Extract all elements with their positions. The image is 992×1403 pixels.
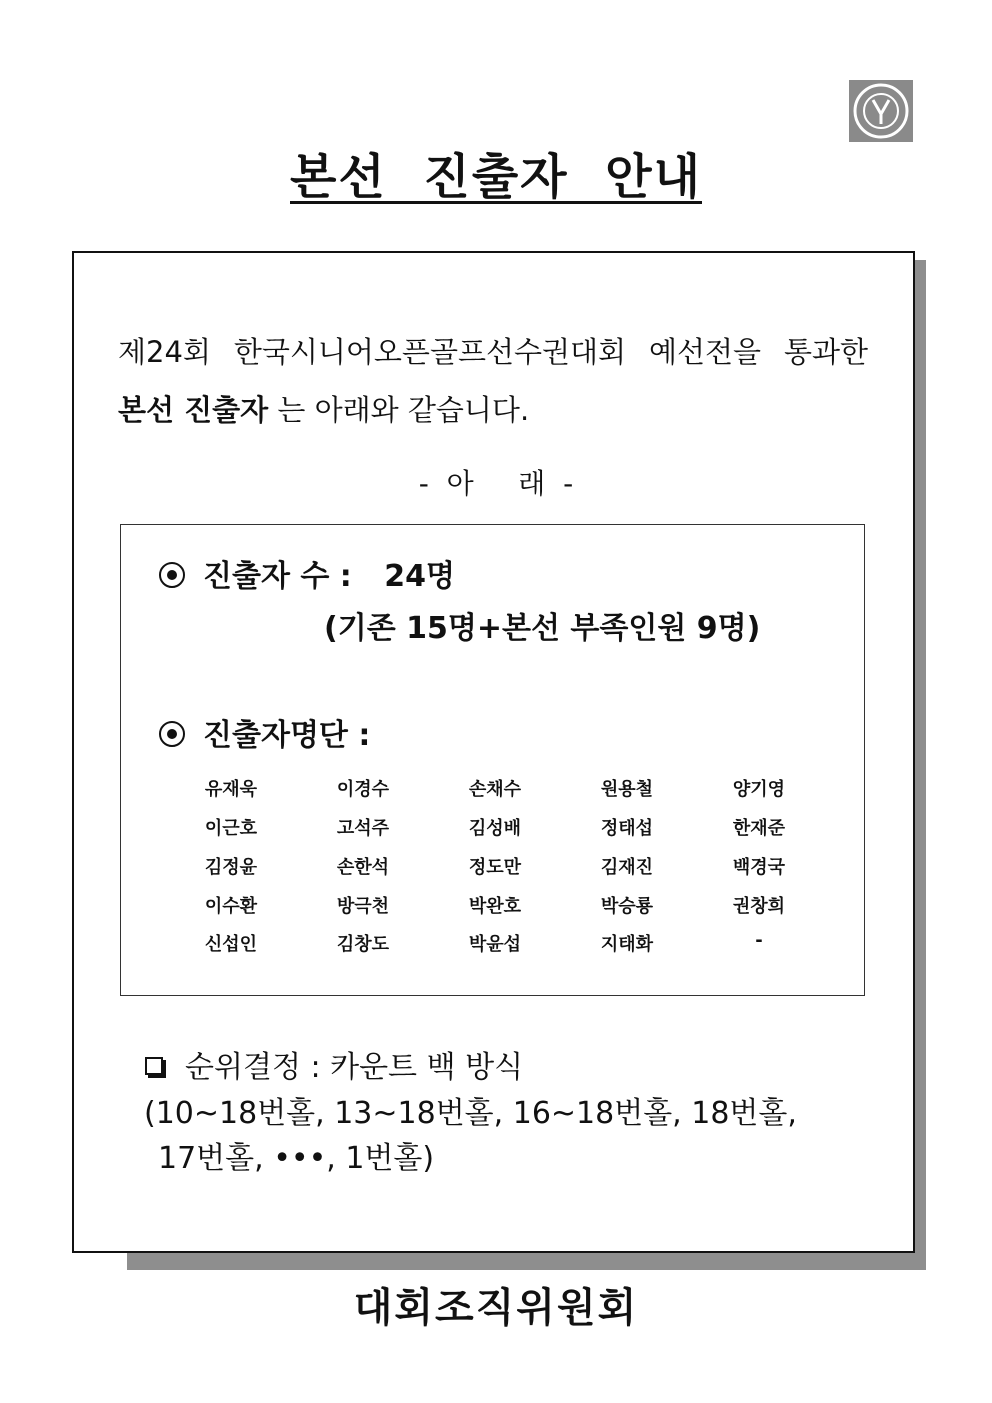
count-detail: (기존 15명+본선 부족인원 9명)	[324, 611, 761, 646]
roster-name: -	[755, 930, 763, 951]
roster-name: 박윤섭	[468, 934, 522, 955]
details-box	[120, 524, 865, 996]
roster-name: 백경국	[732, 857, 786, 878]
ranking-label: 순위결정 : 카운트 백 방식	[185, 1050, 524, 1085]
intro-line-2	[118, 388, 529, 429]
roster-list-row	[121, 892, 864, 922]
circle-bullet-icon	[159, 562, 185, 588]
roster-name: 유재욱	[204, 779, 258, 800]
roster-name: 권창희	[732, 896, 786, 917]
roster-name: 박승룡	[600, 896, 654, 917]
organizer-name: 대회조직위원회	[353, 1285, 639, 1331]
roster-list-row	[121, 775, 864, 805]
roster-name: 신섭인	[204, 934, 258, 955]
count-row	[159, 551, 455, 595]
roster-label: 진출자명단 :	[203, 718, 371, 753]
roster-name: 김재진	[600, 857, 654, 878]
roster-name: 손한석	[336, 857, 390, 878]
ranking-rule	[145, 1042, 523, 1086]
roster-name: 양기영	[732, 779, 786, 800]
count-value: 24명	[384, 559, 455, 594]
roster-name: 한재준	[732, 818, 786, 839]
roster-name: 이경수	[336, 779, 390, 800]
intro-rest-text: 는 아래와 같습니다.	[268, 393, 530, 427]
roster-row	[159, 710, 370, 754]
roster-list-row	[121, 814, 864, 844]
page-title: 본선 진출자 안내	[290, 149, 702, 205]
intro-bold-text: 본선 진출자	[118, 393, 269, 427]
roster-name: 고석주	[336, 818, 390, 839]
ranking-detail-line-1: (10~18번홀, 13~18번홀, 16~18번홀, 18번홀,	[144, 1096, 797, 1131]
intro-line-1: 제24회 한국시니어오픈골프선수권대회 예선전을 통과한	[118, 335, 868, 369]
roster-name: 박완호	[468, 896, 522, 917]
roster-name: 정도만	[468, 857, 522, 878]
roster-name: 지태화	[600, 934, 654, 955]
checkbox-bullet-icon	[145, 1057, 163, 1075]
circle-bullet-icon	[159, 721, 185, 747]
roster-name: 김창도	[336, 934, 390, 955]
roster-list-row	[121, 853, 864, 883]
roster-name: 이근호	[204, 818, 258, 839]
roster-name: 원용철	[600, 779, 654, 800]
roster-name: 이수환	[204, 896, 258, 917]
ranking-detail-line-2: 17번홀, •••, 1번홀)	[158, 1141, 435, 1176]
below-marker: - 아 래 -	[418, 467, 574, 500]
roster-list-row	[121, 930, 864, 960]
roster-name: 김성배	[468, 818, 522, 839]
count-label: 진출자 수 :	[203, 559, 352, 594]
roster-name: 정태섭	[600, 818, 654, 839]
roster-name: 손채수	[468, 779, 522, 800]
golf-association-emblem-icon	[849, 80, 913, 142]
roster-name: 방극천	[336, 896, 390, 917]
association-logo	[849, 80, 913, 142]
roster-name: 김정윤	[204, 857, 258, 878]
